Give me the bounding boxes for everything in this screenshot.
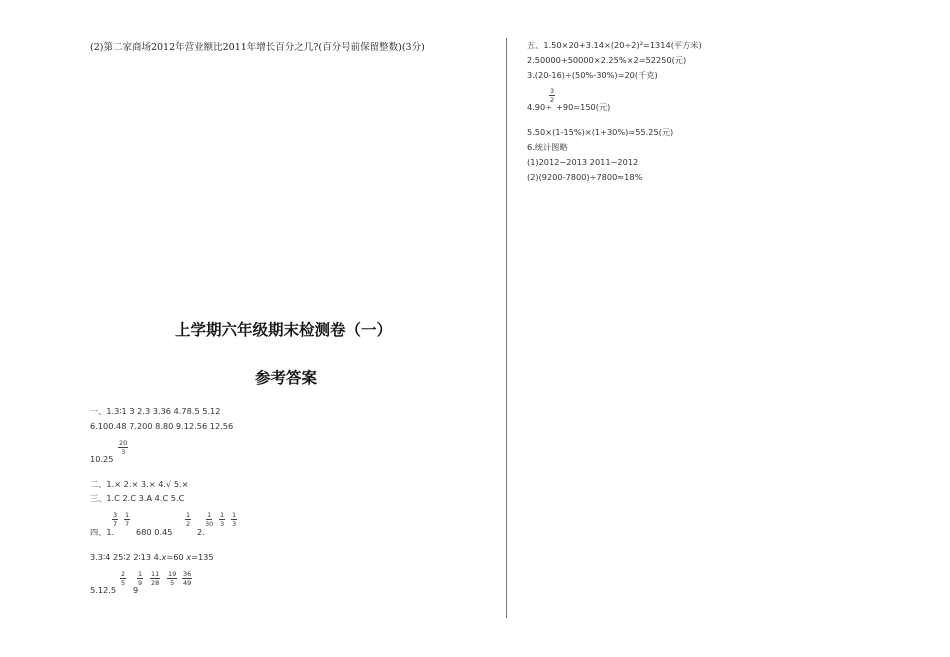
answer-line-7: 3.3∶4 25∶2 2∶13 4.x=60 x=135: [90, 552, 214, 562]
answer-r3: 3.(20-16)÷(50%-30%)=20(千克): [527, 70, 658, 80]
answer-line-8-prefix: 5.12.5: [90, 585, 117, 595]
answer-r8: (2)(9200-7800)÷7800≈18%: [527, 172, 643, 182]
answer-r4a: 4.90÷: [527, 102, 553, 112]
fraction: $\frac{1}{3}$: [220, 511, 225, 528]
fraction: $\frac{1}{30}$: [205, 511, 214, 528]
answer-line-1: 一、1.3∶1 3 2.3 3.36 4.78.5 5.12: [90, 406, 221, 416]
answer-line-8-nine: 9: [133, 585, 139, 595]
answer-r4b: +90=150(元): [556, 102, 611, 112]
answer-r1: 五、1.50×20+3.14×(20÷2)²=1314(平方米): [527, 40, 702, 50]
answer-r6: 6.统计图略: [527, 142, 568, 152]
fraction: $\frac{1}{7}$: [125, 511, 130, 528]
answer-line-6-prefix: 四、1.: [90, 527, 115, 537]
answer-r2: 2.50000+50000×2.25%×2=52250(元): [527, 55, 687, 65]
answer-r5: 5.50×(1-15%)×(1+30%)=55.25(元): [527, 127, 674, 137]
fraction: $\frac{3}{7}$: [113, 511, 118, 528]
column-divider: [506, 38, 507, 618]
question-2-text: (2)第二家商场2012年营业额比2011年增长百分之几?(百分号前保留整数)(3分): [90, 42, 425, 53]
fraction: $\frac{1}{2}$: [186, 511, 191, 528]
answer-line-4: 二、1.× 2.× 3.× 4.√ 5.×: [90, 479, 189, 489]
answer-line-6-mid: 680 0.45: [136, 527, 173, 537]
answer-line-2: 6.100.48 7.200 8.80 9.12.56 12.56: [90, 421, 234, 431]
fraction: $\frac{19}{5}$: [168, 570, 177, 587]
fraction-3-2: $\frac{3}{2}$: [550, 87, 555, 104]
answer-line-6-part2: 2.: [197, 527, 205, 537]
fraction: $\frac{36}{49}$: [183, 570, 192, 587]
fraction: $\frac{1}{3}$: [232, 511, 237, 528]
fraction-20-3: $\frac{20}{3}$: [119, 439, 128, 456]
answer-line-5: 三、1.C 2.C 3.A 4.C 5.C: [90, 493, 185, 503]
fraction: $\frac{1}{9}$: [138, 570, 143, 587]
answer-line-3: 10.25: [90, 454, 114, 464]
answer-subtitle: 参考答案: [255, 368, 318, 387]
fraction: $\frac{11}{28}$: [151, 570, 160, 587]
fraction: $\frac{2}{5}$: [121, 570, 126, 587]
answer-r7: (1)2012−2013 2011−2012: [527, 157, 639, 167]
answer-title: 上学期六年级期末检测卷（一）: [175, 320, 393, 339]
